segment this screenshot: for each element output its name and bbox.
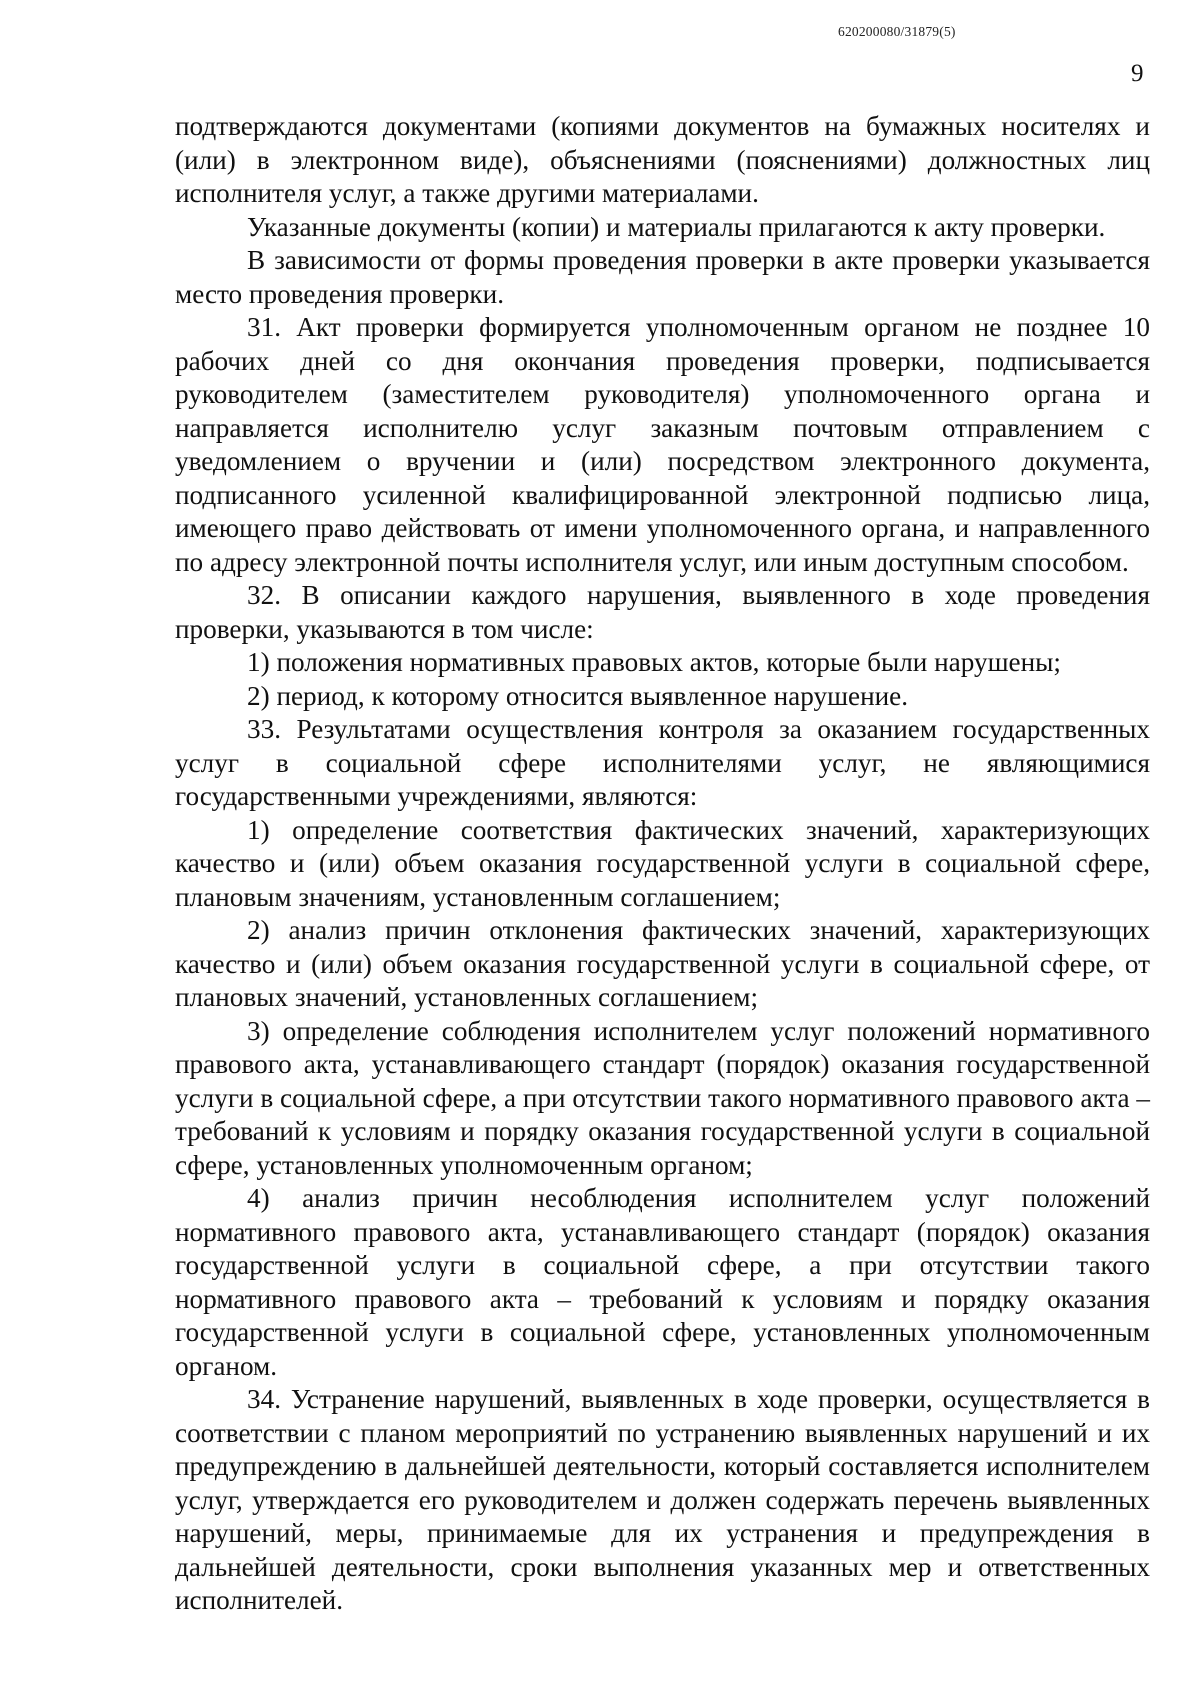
paragraph-34: 34. Устранение нарушений, выявленных в ходе проверки, осуществляется в соответствии с планом мероприятий по устранению выявленных нарушений и их предупреждению в дальнейшей деятельности, который составляется исполнителем услуг, утверждается его руководителем и должен содержать перечень выявленных нарушений, меры, принимаемые для их устранения и предупреждения в дальнейшей деятельности, сроки выполнения указанных мер и ответственных исполнителей.: [175, 1384, 1150, 1615]
list-item-33-4: 4) анализ причин несоблюдения исполнителем услуг положений нормативного правового акта, устанавливающего стандарт (порядок) оказания государственной услуги в социальной сфере, а при отсутствии такого нормативного правового акта – требований к условиям и порядку оказания государственной услуги в социальной сфере, установленных уполномоченным органом.: [175, 1183, 1150, 1381]
document-body: [175, 110, 1150, 1618]
page-number: 9: [1131, 60, 1144, 87]
paragraph-31: 31. Акт проверки формируется уполномоченным органом не позднее 10 рабочих дней со дня окончания проведения проверки, подписывается руководителем (заместителем руководителя) уполномоченного органа и направляется исполнителю услуг заказным почтовым отправлением с уведомлением о вручении и (или) посредством электронного документа, подписанного усиленной квалифицированной электронной подписью лица, имеющего право действовать от имени уполномоченного органа, и направленного по адресу электронной почты исполнителя услуг, или иным доступным способом.: [175, 312, 1150, 577]
list-item-33-2: 2) анализ причин отклонения фактических значений, характеризующих качество и (или) объем оказания государственной услуги в социальной сфере, от плановых значений, установленных соглашением;: [175, 915, 1150, 1012]
list-item-33-3: 3) определение соблюдения исполнителем услуг положений нормативного правового акта, устанавливающего стандарт (порядок) оказания государственной услуги в социальной сфере, а при отсутствии такого нормативного правового акта – требований к условиям и порядку оказания государственной услуги в социальной сфере, установленных уполномоченным органом;: [175, 1015, 1150, 1180]
list-item-32-2: 2) период, к которому относится выявленное нарушение.: [247, 680, 909, 711]
list-item-32-1: 1) положения нормативных правовых актов, которые были нарушены;: [247, 647, 1061, 677]
paragraph-33: 33. Результатами осуществления контроля за оказанием государственных услуг в социальной сфере исполнителями услуг, не являющимися государственными учреждениями, являются:: [175, 714, 1150, 811]
paragraph-continuation: подтверждаются документами (копиями документов на бумажных носителях и (или) в электронном виде), объяснениями (пояснениями) должностных лиц исполнителя услуг, а также другими материалами.: [175, 111, 1150, 208]
paragraph-32: 32. В описании каждого нарушения, выявленного в ходе проведения проверки, указываются в том числе:: [175, 580, 1150, 644]
list-item-33-1: 1) определение соответствия фактических значений, характеризующих качество и (или) объем оказания государственной услуги в социальной сфере, плановым значениям, установленным соглашением;: [175, 814, 1150, 912]
document-id: 620200080/31879(5): [838, 24, 956, 39]
paragraph-attachments: Указанные документы (копии) и материалы прилагаются к акту проверки.: [247, 211, 1106, 242]
paragraph-location: В зависимости от формы проведения проверки в акте проверки указывается место проведения проверки.: [175, 245, 1150, 309]
